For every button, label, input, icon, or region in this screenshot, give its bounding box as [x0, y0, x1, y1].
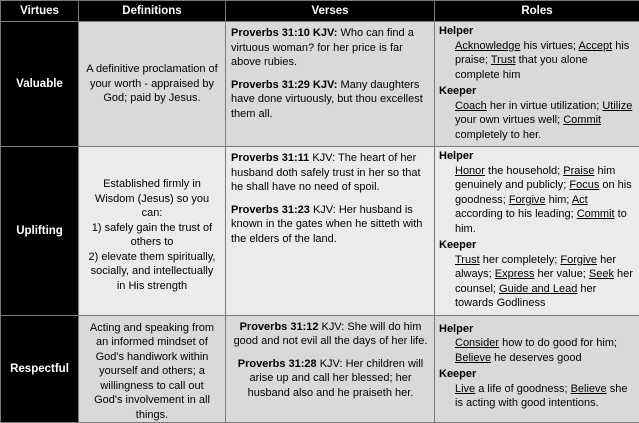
verse-item — [231, 26, 430, 70]
verse-text: Many daughters have done virtuously, but thou excellest them all. — [231, 79, 423, 120]
role-keyword: Praise — [563, 165, 594, 177]
role-text-segment: completely to her. — [455, 129, 541, 141]
role-keyword: Act — [572, 194, 588, 206]
verse-ref: Proverbs 31:28 — [238, 358, 317, 370]
role-keyword: Trust — [491, 54, 516, 66]
header-definitions: Definitions — [79, 1, 226, 22]
verse-text: KJV: The heart of her husband doth safely trust in her so that he shall have no need of spoil. — [231, 152, 421, 193]
role-text-segment: the household; — [485, 165, 563, 177]
virtue-uplifting: Uplifting — [1, 147, 79, 316]
helper-title: Helper — [439, 24, 635, 39]
role-keyword: Forgive — [509, 194, 546, 206]
role-text-segment: how to do good for him; — [499, 337, 617, 349]
role-keyword: Consider — [455, 337, 499, 349]
role-text-segment: her value; — [535, 268, 589, 280]
role-keyword: Believe — [571, 383, 607, 395]
definition-valuable: A definitive proclamation of your worth - appraised by God; paid by Jesus. — [79, 22, 226, 147]
role-text-segment: her counsel; — [455, 268, 633, 295]
role-keyword: Guide and Lead — [499, 283, 577, 295]
role-keyword: Seek — [589, 268, 614, 280]
role-keyword: Coach — [455, 100, 487, 112]
header-virtues: Virtues — [1, 1, 79, 22]
role-keyword: Commit — [577, 208, 615, 220]
verse-item — [231, 357, 430, 401]
verses-respectful — [226, 315, 435, 423]
role-text-segment: her in virtue utilization; — [487, 100, 603, 112]
row-respectful — [1, 315, 639, 423]
header-roles: Roles — [435, 1, 639, 22]
role-text-segment: his virtues; — [520, 40, 578, 52]
role-text-segment: that you alone complete him — [455, 54, 588, 81]
roles-uplifting — [435, 147, 639, 316]
role-text-segment: on his goodness; — [455, 179, 632, 206]
role-keyword: Trust — [455, 254, 480, 266]
role-text-segment: a life of goodness; — [475, 383, 570, 395]
role-text-segment: him; — [546, 194, 572, 206]
verse-ref: Proverbs 31:10 KJV: — [231, 27, 337, 39]
role-keyword: Focus — [569, 179, 599, 191]
keeper-text — [455, 99, 635, 143]
definition-respectful: Acting and speaking from an informed mindset of God's handiwork within yourself and others; a willingness to call out God's involvement in all things. — [79, 315, 226, 423]
helper-text — [455, 164, 635, 237]
verse-ref: Proverbs 31:11 — [231, 152, 309, 164]
role-text-segment: him genuinely and publicly; — [455, 165, 615, 192]
helper-title: Helper — [439, 149, 635, 164]
verse-item — [231, 320, 430, 349]
role-text-segment: his praise; — [455, 40, 629, 67]
roles-valuable — [435, 22, 639, 147]
virtue-valuable: Valuable — [1, 22, 79, 147]
header-row — [1, 1, 639, 22]
verse-text: KJV: Her husband is known in the gates when he sitteth with the elders of the land. — [231, 204, 422, 245]
role-keyword: Live — [455, 383, 475, 395]
verse-text: KJV: Her children will arise up and call her blessed; her husband also and he praiseth her. — [248, 358, 424, 399]
keeper-text — [455, 382, 635, 411]
role-text-segment: he deserves good — [491, 352, 582, 364]
roles-respectful — [435, 315, 639, 423]
definition-line: Established firmly in Wisdom (Jesus) so you can: — [85, 177, 219, 221]
keeper-title: Keeper — [439, 84, 635, 99]
role-keyword: Honor — [455, 165, 485, 177]
role-keyword: Forgive — [560, 254, 597, 266]
role-keyword: Commit — [563, 114, 601, 126]
role-text-segment: her completely; — [480, 254, 561, 266]
helper-text — [455, 336, 635, 365]
role-text-segment: to him. — [455, 208, 627, 235]
role-keyword: Acknowledge — [455, 40, 520, 52]
verse-ref: Proverbs 31:23 — [231, 204, 310, 216]
role-text-segment: she is acting with good intentions. — [455, 383, 627, 410]
role-keyword: Utilize — [602, 100, 632, 112]
row-uplifting — [1, 147, 639, 316]
role-keyword: Believe — [455, 352, 491, 364]
header-verses: Verses — [226, 1, 435, 22]
verse-ref: Proverbs 31:12 — [240, 321, 319, 333]
verse-text: Who can find a virtuous woman? for her price is far above rubies. — [231, 27, 414, 68]
role-text-segment: her towards Godliness — [455, 283, 596, 310]
definition-line: 2) elevate them spiritually, socially, and intellectually in His strength — [85, 250, 219, 294]
helper-text — [455, 39, 635, 83]
verses-uplifting — [226, 147, 435, 316]
role-text-segment: your own virtues well; — [455, 114, 563, 126]
virtue-respectful: Respectful — [1, 315, 79, 423]
definition-line: 1) safely gain the trust of others to — [85, 221, 219, 250]
verses-valuable — [226, 22, 435, 147]
verse-item — [231, 203, 430, 247]
helper-title: Helper — [439, 322, 635, 337]
verse-item — [231, 78, 430, 122]
keeper-title: Keeper — [439, 367, 635, 382]
keeper-title: Keeper — [439, 238, 635, 253]
verse-item — [231, 151, 430, 195]
verse-ref: Proverbs 31:29 KJV: — [231, 79, 337, 91]
keeper-text — [455, 253, 635, 311]
row-valuable — [1, 22, 639, 147]
role-keyword: Accept — [579, 40, 613, 52]
role-text-segment: her always; — [455, 254, 616, 281]
verse-text: KJV: She will do him good and not evil all the days of her life. — [234, 321, 428, 348]
role-text-segment: according to his leading; — [455, 208, 577, 220]
definition-uplifting — [79, 147, 226, 316]
role-keyword: Express — [495, 268, 535, 280]
